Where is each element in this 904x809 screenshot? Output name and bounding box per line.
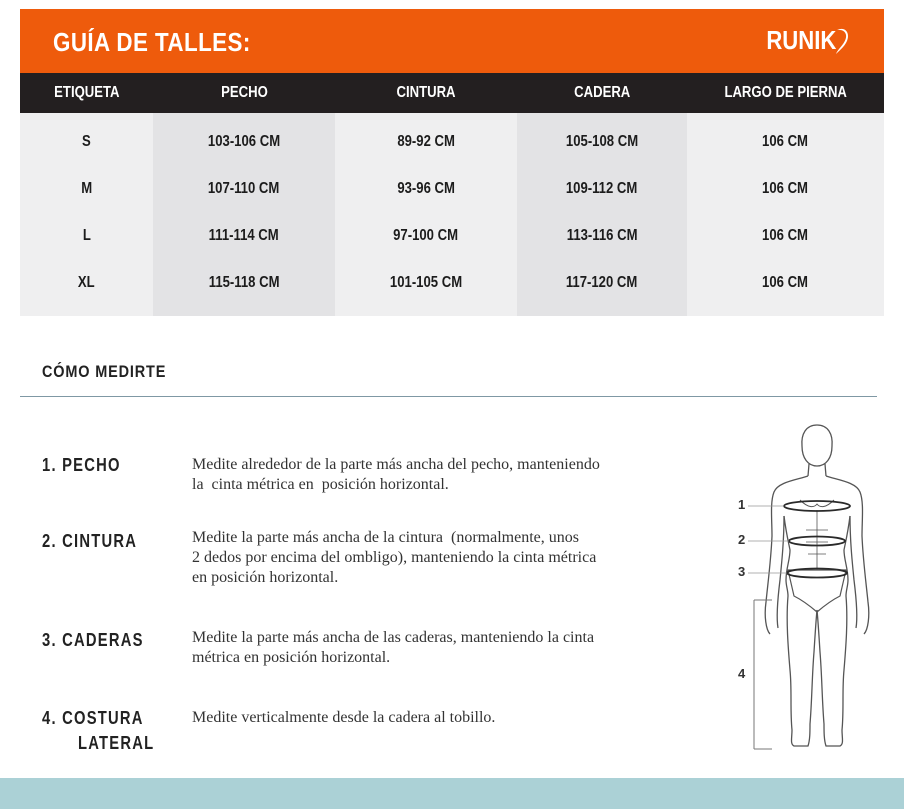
cell-cintura: 97-100 CM [393, 227, 459, 244]
marker-2: 2 [738, 532, 746, 547]
cell-largo-de-pierna: 106 CM [762, 180, 809, 197]
measure-label-pecho: 1. PECHO [42, 455, 121, 475]
measure-label-lateral: LATERAL [78, 733, 155, 753]
how-to-measure-title: CÓMO MEDIRTE [42, 362, 167, 381]
measure-label-cintura: 2. CINTURA [42, 531, 138, 551]
col-header-cadera: CADERA [573, 84, 631, 101]
marker-4: 4 [738, 666, 746, 681]
size-table-body [20, 113, 884, 316]
human-body-icon [728, 420, 878, 755]
cell-size-label: L [82, 227, 91, 244]
cell-cadera: 109-112 CM [566, 180, 638, 197]
cell-largo-de-pierna: 106 CM [762, 274, 809, 291]
cell-cadera: 113-116 CM [566, 227, 638, 244]
cell-largo-de-pierna: 106 CM [762, 133, 809, 150]
swoosh-icon [834, 26, 850, 56]
runik-logo [754, 25, 850, 56]
col-header-etiqueta: ETIQUETA [53, 84, 120, 101]
section-divider [20, 396, 877, 397]
measure-text-cintura: Medite la parte más ancha de la cintura (normalmente, unos 2 dedos por encima del ombligo), manteniendo la cinta métrica en posición horizontal. [192, 529, 597, 586]
cell-cintura: 101-105 CM [389, 274, 463, 291]
size-guide-header [20, 9, 884, 73]
size-table-header [20, 73, 884, 113]
col-header-largo-de-pierna: LARGO DE PIERNA [724, 84, 847, 101]
measure-text-caderas: Medite la parte más ancha de las caderas, manteniendo la cinta métrica en posición horizontal. [192, 629, 595, 666]
cell-pecho: 111-114 CM [208, 227, 280, 244]
measure-label-caderas: 3. CADERAS [42, 630, 144, 650]
marker-3: 3 [738, 564, 746, 579]
measure-label-costura: 4. COSTURA [42, 708, 144, 728]
marker-1: 1 [738, 497, 746, 512]
cell-cintura: 89-92 CM [397, 133, 455, 150]
cell-size-label: XL [78, 274, 95, 291]
cell-cadera: 105-108 CM [565, 133, 639, 150]
measure-text-pecho: Medite alrededor de la parte más ancha del pecho, manteniendo la cinta métrica en posición horizontal. [192, 456, 600, 493]
cell-largo-de-pierna: 106 CM [762, 227, 809, 244]
col-header-pecho: PECHO [220, 84, 268, 101]
cell-pecho: 107-110 CM [208, 180, 280, 197]
cell-pecho: 115-118 CM [208, 274, 280, 291]
cell-size-label: M [81, 180, 92, 197]
footer-band [0, 778, 904, 809]
brand-name: RUNIK [766, 25, 836, 55]
body-measurement-figure [728, 420, 878, 755]
measure-text-costura-lateral: Medite verticalmente desde la cadera al tobillo. [192, 709, 496, 726]
cell-pecho: 103-106 CM [207, 133, 281, 150]
cell-cadera: 117-120 CM [566, 274, 638, 291]
cell-cintura: 93-96 CM [397, 180, 455, 197]
size-guide-title: GUÍA DE TALLES: [53, 27, 251, 57]
cell-size-label: S [82, 133, 91, 150]
col-header-cintura: CINTURA [396, 84, 456, 101]
